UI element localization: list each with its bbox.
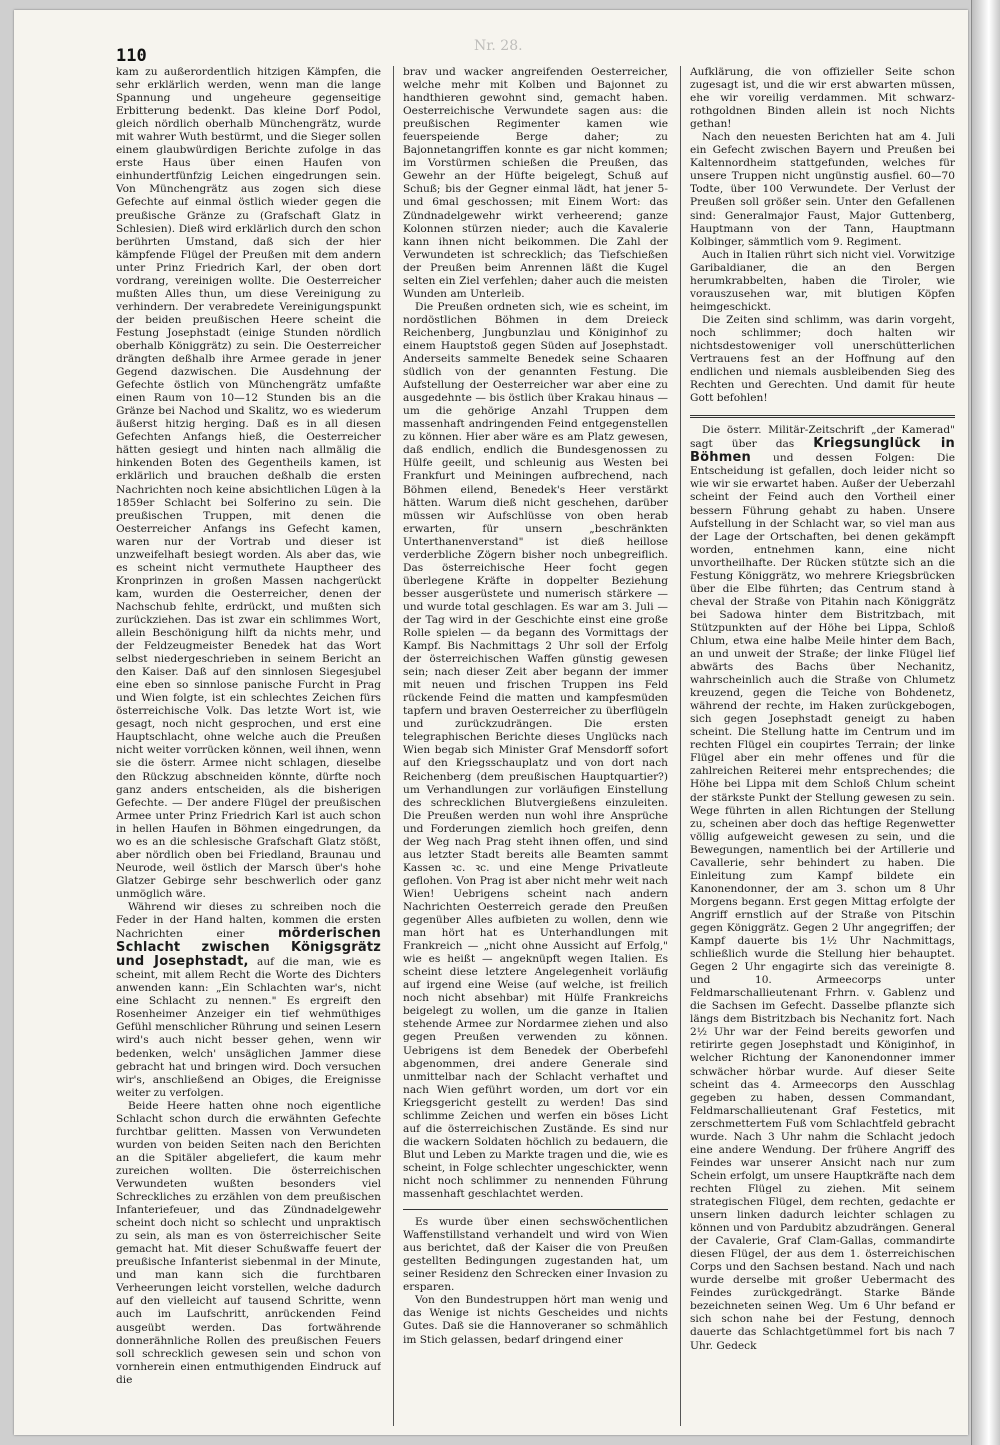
col1-paragraph-2-rest: auf die man, wie es scheint, mit allem Recht die Worte des Dichters anwenden kann: „Ein Schlachten war's, nicht eine Schlacht zu nennen." Es ergreift den Rosenheimer Anzeiger ein tief wehmüthiges Gefühl menschlicher Rührung und seinen Lesern wird's auch nicht besser gehen, wenn wir bedenken, welch' unsäglichen Jammer diese gebracht hat und bringen wird. Doch versuchen wir's, anschließend an Obiges, die Ereignisse weiter zu verfolgen. (116, 956, 381, 1099)
col1-paragraph-2-lead: Während wir dieses zu schreiben noch die Feder in der Hand halten, kommen die ersten Nachrichten einer (116, 901, 381, 941)
col2-paragraph-3: Es wurde über einen sechswöchentlichen Waffenstillstand verhandelt und wird von Wien aus berichtet, daß der Kaiser die von Preußen gestellten Bedingungen zugestanden hat, um seiner Residenz den Schrecken einer Invasion zu ersparen. (403, 1216, 668, 1294)
col3-paragraph-5-rest: und dessen Folgen: Die Entscheidung ist gefallen, doch leider nicht so wie wir sie erwartet haben. Außer der Ueberzahl scheint der Feind auch den Vortheil einer bessern Führung gehabt zu haben. Unsere Aufstellung in der Schlacht war, so viel man aus der Lage der Ortschaften, bei denen gekämpft worden, entnehmen kann, eine nicht unvortheilhafte. Der Rücken stützte sich an die Festung Königgrätz, wo mehrere Kriegsbrücken über die Elbe führten; das Centrum stand à cheval der Straße von Pitahin nach Königgrätz bei Sadowa hinter dem Bistritzbach, mit Stützpunkten auf der Höhe bei Lippa, Schloß Chlum, etwa eine halbe Meile hinter dem Bach, an und unweit der Straße; der linke Flügel lief abwärts des Bachs über Nechanitz, wahrscheinlich auch die Straße von Chlumetz kreuzend, gegen die Teiche von Bohdenetz, während der rechte, im Haken zurückgebogen, sich gegen Josephstadt geneigt zu haben scheint. Die Stellung hatte im Centrum und im rechten Flügel ein coupirtes Terrain; der linke Flügel aber ein mehr offenes und für die zahlreichen Reiterei mehr entsprechendes; die Höhe bei Lippa mit dem Schloß Chlum scheint der stärkste Punkt der Stellung gewesen zu sein. Wege führten in allen Richtungen der Stellung zu, scheinen aber doch das heftige Regenwetter völlig aufgeweicht gewesen zu sein, und die Bewegungen, namentlich bei der Artillerie und Cavallerie, sehr behindert zu haben. Die Einleitung zum Kampf bildete ein Kanonendonner, der am 3. schon um 8 Uhr Morgens begann. Erst gegen Mittag erfolgte der Angriff ernstlich auf der Straße von Pitschin gegen Königgrätz. Gegen 2 Uhr angegriffen; der Kampf dauerte bis 1½ Uhr Nachmittags, schließlich wurde die Stellung hier behauptet. Gegen 2 Uhr engagirte sich das vereinigte 8. und 10. Armeecorps unter Feldmarschallieutenant Frhrn. v. Gablenz und die Sachsen im Gefecht. Dasselbe pflanzte sich längs dem Bistritzbach bis Nechanitz fort. Nach 2½ Uhr war der Feind bereits geworfen und retirirte gegen Josephstadt und Königinhof, in welcher Richtung der Kanonendonner immer schwächer hörbar wurde. Auf dieser Seite scheint das 4. Armeecorps den Ausschlag gegeben zu haben, dessen Commandant, Feldmarschallieutenant Graf Festetics, mit zerschmettertem Fuß vom Schlachtfeld gebracht wurde. Nach 3 Uhr nahm die Schlacht jedoch eine andere Wendung. Der frühere Angriff des Feindes war unserer Ansicht nach nur zum Schein erfolgt, um unsere Hauptkräfte nach dem rechten Flügel zu ziehen. Mit seinem strategischen Flügel, dem rechten, gedachte er unsern linken dadurch leichter schlagen zu können und von Pardubitz abzudrängen. General der Cavalerie, Graf Clam-Gallas, commandirte diesen Flügel, der aus dem 1. österreichischen Corps und den Sachsen bestand. Nach und nach wurde derselbe mit großer Uebermacht des Feindes zurückgedrängt. Starke Bände bezeichneten seinen Weg. Um 6 Uhr befand er sich schon nahe bei der Festung, dennoch dauerte das Schlachtgetümmel fort bis nach 7 Uhr. Gedeck (690, 452, 955, 1352)
text-columns (116, 66, 966, 1426)
newspaper-page (14, 10, 968, 1435)
battle-headline: mörderischen Schlacht zwischen Königsgrätz und Josephstadt, (116, 926, 381, 970)
col3-paragraph-5-lead: Die österr. Militär-Zeitschrift „der Kamerad" sagt über das (690, 424, 955, 451)
col2-paragraph-1: brav und wacker angreifenden Oesterreicher, welche mehr mit Kolben und Bajonnet zu handthieren gewohnt sind, gemacht haben. Oesterreichische Verwundete sagen aus: die preußischen Regimenter kamen wie feuerspeiende Berge daher; zu Bajonnetangriffen konnte es gar nicht kommen; im Vorstürmen schießen die Preußen, das Gewehr an der Hüfte beigelegt, Schuß auf Schuß; bis der Gegner einmal lädt, hat jener 5- und 6mal geschossen; mit Einem Wort: das Zündnadelgewehr wirkt verheerend; ganze Kolonnen stürzen nieder; auch die Kavalerie kann ihnen nicht beikommen. Die Zahl der Verwundeten ist schrecklich; das Tiefschießen der Preußen beim Anrennen läßt die Kugel selten ein Ziel verfehlen; daher auch die meisten Wunden am Unterleib. (403, 66, 668, 300)
column-rule-1 (393, 66, 394, 1426)
running-head: Nr. 28. (474, 38, 523, 54)
col2-paragraph-2: Die Preußen ordneten sich, wie es scheint, im nordöstlichen Böhmen in dem Dreieck Reichenberg, Jungbunzlau und Königinhof zu einem Hauptstoß gegen Süden auf Josephstadt. Anderseits sammelte Benedek seine Schaaren südlich von der genannten Festung. Die Aufstellung der Oesterreicher war aber eine zu ausgedehnte — bis östlich über Krakau hinaus — um die gehörige Anzahl Truppen dem massenhaft andringenden Feind entgegenstellen zu können. Hier aber wäre es am Platz gewesen, daß endlich, endlich die Bundesgenossen zu Hülfe geeilt, und schleunig aus Westen bei Frankfurt und Meiningen aufbrechend, nach Böhmen eilend, Benedek's Heer verstärkt hätten. Warum dieß nicht geschehen, darüber müssen wir Aufschlüsse von oben herab erwarten, für unsern „beschränkten Unterthanenverstand" ist dieß heillose verderbliche Zögern bisher noch unbegreiflich. Das österreichische Heer focht gegen überlegene Kräfte in doppelter Beziehung besser ausgerüstete und numerisch stärkere — und wurde total geschlagen. Es war am 3. Juli — der Tag wird in der Geschichte einst eine große Rolle spielen — da begann des Vormittags der Kampf. Bis Nachmittags 2 Uhr soll der Erfolg der österreichischen Waffen günstig gewesen sein; nach dieser Zeit aber begann der immer mit neuen und frischen Truppen ins Feld rückende Feind die matten und kampfesmüden tapfern und braven Oesterreicher zu überflügeln und zurückzudrängen. Die ersten telegraphischen Berichte dieses Unglücks nach Wien begab sich Minister Graf Mensdorff sofort auf den Kriegsschauplatz und von dort nach Reichenberg (dem preußischen Hauptquartier?) um Verhandlungen zur vorläufigen Einstellung des schrecklichen Blutvergießens einzuleiten. Die Preußen werden nun wohl ihre Ansprüche und Forderungen ziemlich hoch greifen, denn der Weg nach Prag steht ihnen offen, und sind aus letzter Stadt bereits alle Beamten sammt Kassen ꝛc. ꝛc. und eine Menge Privatleute geflohen. Von Prag ist aber nicht mehr weit nach Wien! Uebrigens scheint nach andern Nachrichten Oesterreich gerade den Preußen gegenüber Alles aufbieten zu wollen, denn wie man hört hat es Unterhandlungen mit Frankreich — „nicht ohne Aussicht auf Erfolg," wie es heißt — angeknüpft wegen Italien. Es scheint diese letztere Angelegenheit vorläufig auf irgend eine Weise (auf welche, ist freilich noch nicht absehbar) mit Hülfe Frankreichs beigelegt zu wollen, um die ganze in Italien stehende Armee zur Nordarmee ziehen und also gegen Preußen verwenden zu können. Uebrigens ist dem Benedek der Oberbefehl abgenommen, drei andere Generale sind unmittelbar nach der Schlacht verhaftet und nach Wien geführt worden, um dort vor ein Kriegsgericht gestellt zu werden! Das sind schlimme Zeichen und werfen ein böses Licht auf die österreichischen Zustände. Es sind nur die wackern Soldaten höchlich zu bedauern, die Blut und Leben zu Markte tragen und die, wie es scheint, in Folge schlechter ungeschickter, wenn nicht noch schlimmer zu nennenden Führung massenhaft geschlachtet werden. (403, 300, 668, 1201)
column-1 (116, 66, 381, 1426)
col1-paragraph-1: kam zu außerordentlich hitzigen Kämpfen, die sehr erklärlich werden, wenn man die lange Spannung und ungeheure gegenseitige Erbitterung bedenkt. Das kleine Dorf Podol, gleich nördlich oberhalb Münchengrätz, wurde mit wahrer Wuth bestürmt, und die Sieger sollen einem glaubwürdigen Berichte zufolge in das erste Haus über einen Haufen von einhundertfünfzig Leichen eingedrungen sein. Von Münchengrätz aus zogen sich diese Gefechte auf einmal östlich wieder gegen die preußische Gränze zu (Grafschaft Glatz in Schlesien). Dieß wird erklärlich durch den schon berührten Umstand, daß sich der hier kämpfende Flügel der Preußen mit dem andern unter Prinz Friedrich Karl, der oben dort vordrang, vereinigen wollte. Die Oesterreicher mußten Alles thun, um diese Vereinigung zu verhindern. Der verabredete Vereinigungspunkt der beiden preußischen Heere scheint die Festung Josephstadt (einige Stunden nördlich oberhalb Königgrätz) zu sein. Die Oesterreicher drängten deßhalb ihre Armee gerade in jener Gegend dazwischen. Die Ausdehnung der Gefechte östlich von Münchengrätz umfaßte einen Raum von 10—12 Stunden bis an die Gränze bei Nachod und Skalitz, wo es wiederum äußerst hitzig herging. Daß es in all diesen Gefechten Anfangs hieß, die Oesterreicher hätten gesiegt und hinten nach allmälig die hinkenden Boten des Gegentheils kamen, ist erklärlich und brauchen deßhalb die ersten Nachrichten noch keine absichtlichen Lügen à la 1859er Schlacht bei Solferino zu sein. Die preußischen Truppen, mit denen die Oesterreicher Anfangs ins Gefecht kamen, waren nur der Vortrab und dieser ist unzweifelhaft besiegt worden. Als aber das, wie es scheint nicht vermuthete Hauptheer des Kronprinzen in großen Massen nachgerückt kam, wurden die Oesterreicher, denen der Nachschub fehlte, erdrückt, und mußten sich zurückziehen. Das ist zwar ein schlimmes Wort, allein Beschönigung hilft da nichts mehr, und der Feldzeugmeister Benedek hat das Wort selbst niedergeschrieben in seinem Bericht an den Kaiser. Daß auf den sinnlosen Siegesjubel eine eben so sinnlose panische Furcht in Prag und Wien folgte, ist ein schlechtes Zeichen fürs österreichische Volk. Das letzte Wort ist, wie gesagt, noch nicht gesprochen, und erst eine Hauptschlacht, ohne welche auch die Preußen nicht weiter vorrücken können, weil ihnen, wenn sie die österr. Armee nicht schlagen, dieselbe den Rückzug abschneiden könnte, dürfte noch ganz anders entscheiden, als die bisherigen Gefechte. — Der andere Flügel der preußischen Armee unter Prinz Friedrich Karl ist auch schon in hellen Haufen in Böhmen eingedrungen, da wo es an die schlesische Grafschaft Glatz stößt, aber nördlich oben bei Friedland, Braunau und Neurode, weil östlich der Marsch über's hohe Glatzer Gebirge sehr beschwerlich oder ganz unmöglich wäre. (116, 66, 381, 900)
column-2 (403, 66, 668, 1426)
col2-paragraph-4: Von den Bundestruppen hört man wenig und das Wenige ist nichts Gescheides und nichts Gutes. Daß sie die Hannoveraner so schmählich im Stich gelassen, bedarf dringend einer (403, 1294, 668, 1346)
col3-paragraph-4: Die Zeiten sind schlimm, was darin vorgeht, noch schlimmer; doch halten wir nichtsdestoweniger voll unerschütterlichen Vertrauens fest an der Hoffnung auf den endlichen und niemals ausbleibenden Sieg des Rechten und Gerechten. Und damit für heute Gott befohlen! (690, 313, 955, 405)
section-divider-col3 (690, 415, 955, 418)
column-3 (690, 66, 955, 1426)
col3-paragraph-1: Aufklärung, die von offizieller Seite schon zugesagt ist, und die wir erst abwarten müssen, ehe wir voreilig verdammen. Mit schwarz-rothgoldnen Binden allein ist noch Nichts gethan! (690, 66, 955, 131)
defeat-headline: Kriegsunglück in Böhmen (690, 436, 955, 466)
col1-paragraph-2 (116, 901, 381, 1100)
page-binding-edge (971, 0, 1000, 1445)
column-rule-2 (680, 66, 681, 1426)
col3-paragraph-3: Auch in Italien rührt sich nicht viel. Vorwitzige Garibaldianer, die an den Bergen herumkrabbelten, haben die Tiroler, wie vorauszusehen war, mit blutigen Köpfen heimgeschickt. (690, 248, 955, 313)
col3-paragraph-2: Nach den neuesten Berichten hat am 4. Juli ein Gefecht zwischen Bayern und Preußen bei Kaltennordheim stattgefunden, welches für unsere Truppen nicht ungünstig ausfiel. 60—70 Todte, über 100 Verwundete. Der Verlust der Preußen soll größer sein. Unter den Gefallenen sind: Generalmajor Faust, Major Guttenberg, Hauptmann von der Tann, Hauptmann Kolbinger, sämmtlich vom 9. Regiment. (690, 131, 955, 248)
page-number: 110 (116, 46, 147, 66)
section-divider-col2 (403, 1209, 668, 1210)
col3-paragraph-5 (690, 424, 955, 1352)
col1-paragraph-3: Beide Heere hatten ohne noch eigentliche Schlacht schon durch die erwähnten Gefechte furchtbar gelitten. Massen von Verwundeten wurden von beiden Seiten nach den Berichten an die Spitäler abgeliefert, die kaum mehr zureichen wollten. Die österreichischen Verwundeten wußten besonders viel Schreckliches zu erzählen von dem preußischen Infanteriefeuer, und das Zündnadelgewehr scheint doch nicht so schlecht und unpraktisch zu sein, als man es von österreichischer Seite gemacht hat. Mit dieser Schußwaffe feuert der preußische Infanterist siebenmal in der Minute, und man kann sich die furchtbaren Verheerungen leicht vorstellen, welche dadurch auf den vielleicht auf tausend Schritte, wenn auch im Laufschritt, anrückenden Feind ausgeübt werden. Das fortwährende donnerähnliche Rollen des preußischen Feuers soll schrecklich gewesen sein und schon von vornherein einen entmuthigenden Eindruck auf die (116, 1099, 381, 1386)
